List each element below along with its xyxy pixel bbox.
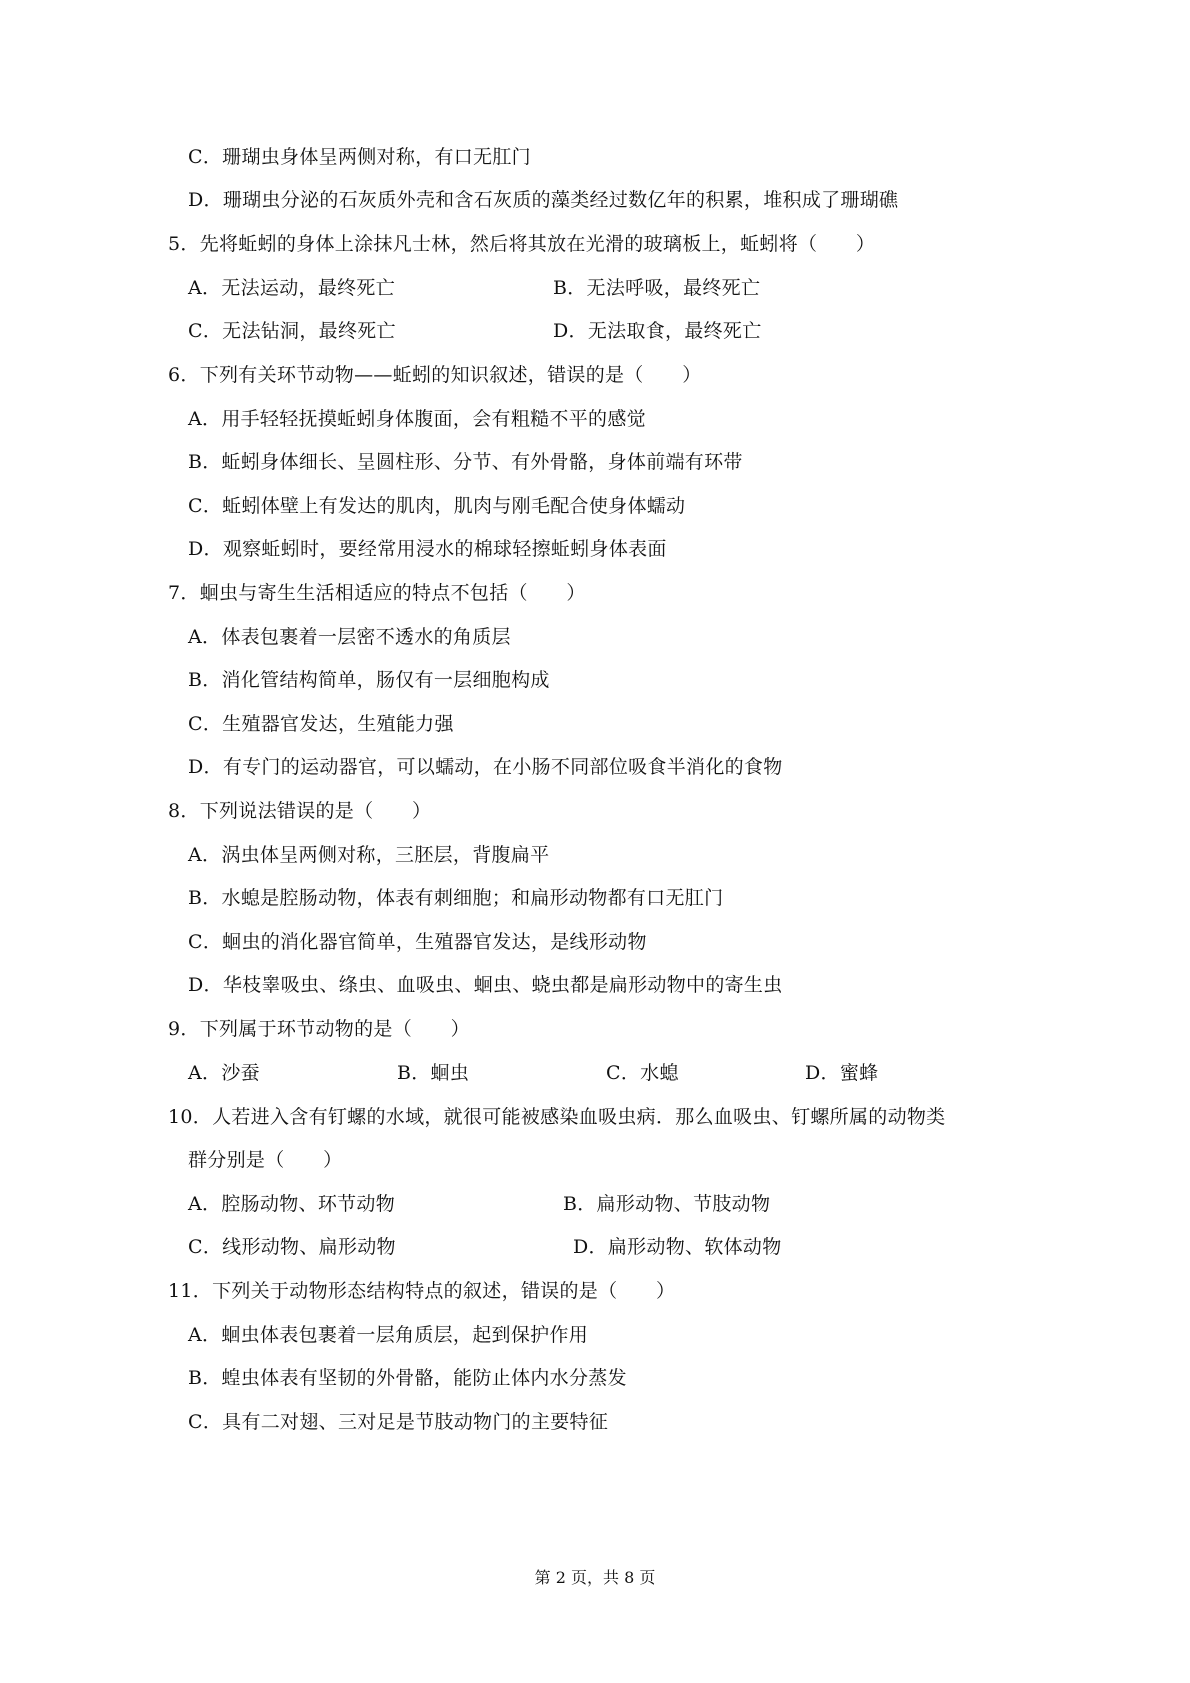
q8-option-d: D．华枝睾吸虫、绦虫、血吸虫、蛔虫、蛲虫都是扁形动物中的寄生虫	[188, 974, 783, 996]
q6-option-d: D．观察蚯蚓时，要经常用浸水的棉球轻擦蚯蚓身体表面	[188, 538, 667, 560]
q11-option-a: A．蛔虫体表包裹着一层角质层，起到保护作用	[188, 1324, 589, 1346]
q8-option-c: C．蛔虫的消化器官简单，生殖器官发达，是线形动物	[188, 931, 647, 953]
q5-stem: 5．先将蚯蚓的身体上涂抹凡士林，然后将其放在光滑的玻璃板上，蚯蚓将（ ）	[168, 233, 876, 255]
q5-option-c: C．无法钻洞，最终死亡	[188, 320, 396, 342]
q9-option-b: B．蛔虫	[397, 1062, 470, 1084]
q7-option-c: C．生殖器官发达，生殖能力强	[188, 713, 454, 735]
q5-option-b: B．无法呼吸，最终死亡	[553, 277, 761, 299]
q5-option-d: D．无法取食，最终死亡	[553, 320, 762, 342]
q9-option-d: D．蜜蜂	[805, 1062, 879, 1084]
q4-option-d: D．珊瑚虫分泌的石灰质外壳和含石灰质的藻类经过数亿年的积累，堆积成了珊瑚礁	[188, 189, 899, 211]
q10-stem-line2: 群分别是（ ）	[188, 1149, 343, 1171]
q6-stem: 6．下列有关环节动物——蚯蚓的知识叙述，错误的是（ ）	[168, 364, 702, 386]
q10-option-d: D．扁形动物、软体动物	[573, 1236, 782, 1258]
q6-option-a: A．用手轻轻抚摸蚯蚓身体腹面，会有粗糙不平的感觉	[188, 408, 646, 430]
q7-option-d: D．有专门的运动器官，可以蠕动，在小肠不同部位吸食半消化的食物	[188, 756, 783, 778]
q7-option-b: B．消化管结构简单，肠仅有一层细胞构成	[188, 669, 550, 691]
q8-option-a: A．涡虫体呈两侧对称，三胚层，背腹扁平	[188, 844, 550, 866]
q9-option-a: A．沙蚕	[188, 1062, 260, 1084]
q7-option-a: A．体表包裹着一层密不透水的角质层	[188, 626, 511, 648]
q8-option-b: B．水螅是腔肠动物，体表有刺细胞；和扁形动物都有口无肛门	[188, 887, 724, 909]
q9-option-c: C．水螅	[606, 1062, 679, 1084]
q9-stem: 9．下列属于环节动物的是（ ）	[168, 1018, 470, 1040]
q11-stem: 11．下列关于动物形态结构特点的叙述，错误的是（ ）	[168, 1280, 676, 1302]
page-number-footer: 第 2 页，共 8 页	[534, 1568, 656, 1587]
q6-option-b: B．蚯蚓身体细长、呈圆柱形、分节、有外骨骼，身体前端有环带	[188, 451, 743, 473]
q11-option-c: C．具有二对翅、三对足是节肢动物门的主要特征	[188, 1411, 609, 1433]
q6-option-c: C．蚯蚓体壁上有发达的肌肉，肌肉与刚毛配合使身体蠕动	[188, 495, 686, 517]
q10-option-a: A．腔肠动物、环节动物	[188, 1193, 396, 1215]
q5-option-a: A．无法运动，最终死亡	[188, 277, 396, 299]
q7-stem: 7．蛔虫与寄生生活相适应的特点不包括（ ）	[168, 582, 586, 604]
q8-stem: 8．下列说法错误的是（ ）	[168, 800, 432, 822]
q10-option-c: C．线形动物、扁形动物	[188, 1236, 396, 1258]
q4-option-c: C．珊瑚虫身体呈两侧对称，有口无肛门	[188, 146, 531, 168]
q11-option-b: B．蝗虫体表有坚韧的外骨骼，能防止体内水分蒸发	[188, 1367, 627, 1389]
q10-stem-line1: 10．人若进入含有钉螺的水域，就很可能被感染血吸虫病．那么血吸虫、钉螺所属的动物类	[168, 1106, 946, 1128]
q10-option-b: B．扁形动物、节肢动物	[563, 1193, 771, 1215]
